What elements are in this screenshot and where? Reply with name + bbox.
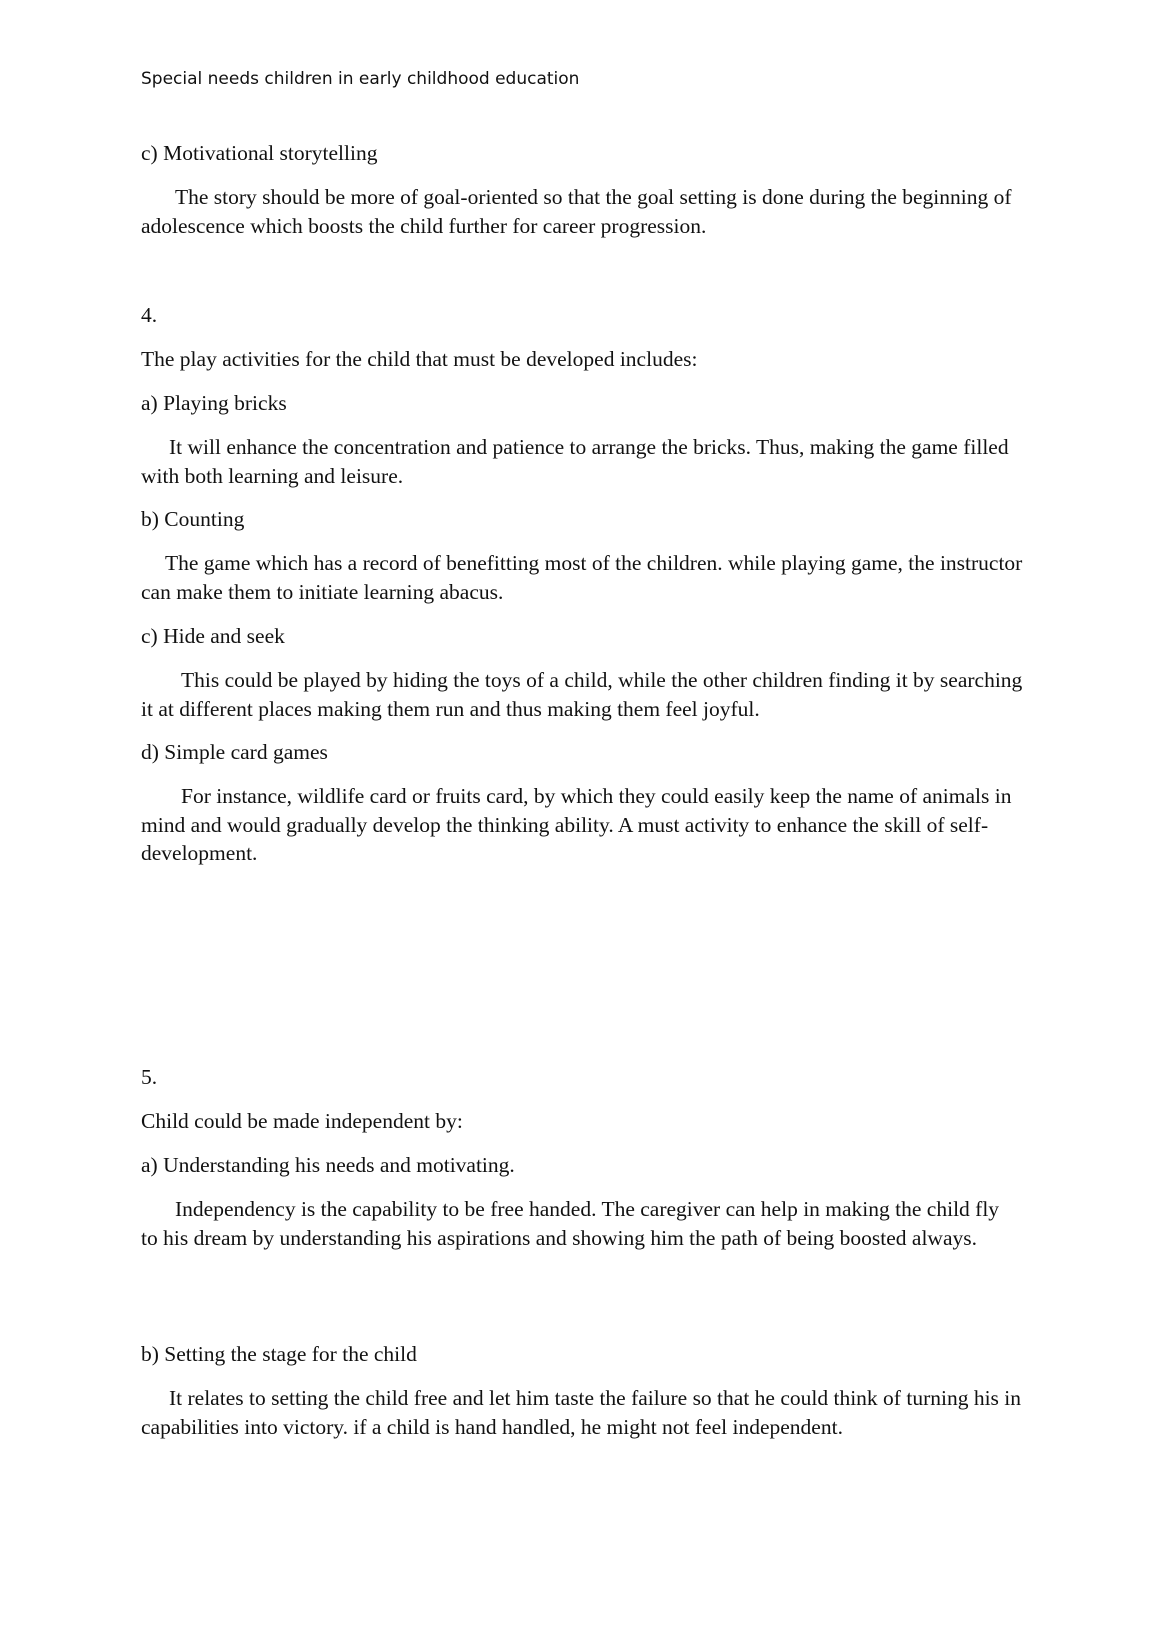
- item-body: The story should be more of goal-oriented so that the goal setting is done during the beginning of adolescence which boosts the child further for career progression.: [141, 185, 1012, 238]
- section-intro: The play activities for the child that must be developed includes:: [141, 347, 698, 371]
- section-number: 5.: [141, 1065, 158, 1089]
- item-heading: b) Counting: [141, 507, 245, 531]
- item-heading: c) Motivational storytelling: [141, 141, 378, 165]
- item-heading: a) Playing bricks: [141, 391, 287, 415]
- item-heading: b) Setting the stage for the child: [141, 1342, 417, 1366]
- item-body: Independency is the capability to be free handed. The caregiver can help in making the child fly to his dream by understanding his aspirations and showing him the path of being boosted always.: [141, 1197, 1000, 1250]
- item-heading: d) Simple card games: [141, 740, 328, 764]
- running-header: Special needs children in early childhood education: [141, 69, 580, 89]
- item-body: The game which has a record of benefitting most of the children. while playing game, the instructor can make them to initiate learning abacus.: [141, 551, 1023, 604]
- item-heading: c) Hide and seek: [141, 624, 285, 648]
- section-intro: Child could be made independent by:: [141, 1109, 463, 1133]
- item-body: For instance, wildlife card or fruits card, by which they could easily keep the name of animals in mind and would gradually develop the thinking ability. A must activity to enhance the skill of self-development.: [141, 784, 1012, 865]
- item-body: This could be played by hiding the toys of a child, while the other children finding it by searching it at different places making them run and thus making them feel joyful.: [141, 668, 1023, 721]
- section-number: 4.: [141, 303, 158, 327]
- item-body: It relates to setting the child free and let him taste the failure so that he could think of turning his in capabilities into victory. if a child is hand handled, he might not feel independent.: [141, 1386, 1022, 1439]
- item-heading: a) Understanding his needs and motivating.: [141, 1153, 515, 1177]
- item-body: It will enhance the concentration and patience to arrange the bricks. Thus, making the game filled with both learning and leisure.: [141, 435, 1009, 488]
